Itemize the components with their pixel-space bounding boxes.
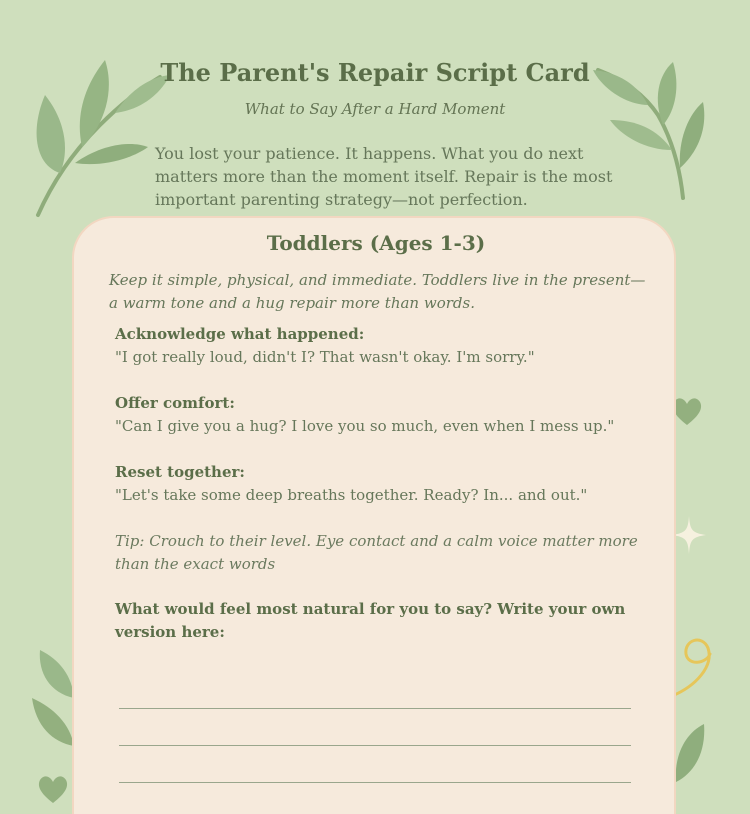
write-prompt: What would feel most natural for you to say? Write your own version here: <box>115 600 626 641</box>
step-acknowledge <box>115 323 635 369</box>
step-label: Reset together: <box>115 463 245 481</box>
leaf-icon <box>672 722 706 784</box>
leaf-cluster-left-icon <box>30 648 76 748</box>
step-label: Acknowledge what happened: <box>115 325 365 343</box>
card-description: Keep it simple, physical, and immediate. Toddlers live in the present—a warm tone and a hug repair more than words. <box>109 271 646 312</box>
step-script: "Let's take some deep breaths together. Ready? In... and out." <box>115 486 588 504</box>
page-subtitle: What to Say After a Hard Moment <box>244 100 506 118</box>
write-line[interactable] <box>119 708 631 709</box>
card-title: Toddlers (Ages 1-3) <box>266 231 486 255</box>
step-label: Offer comfort: <box>115 394 235 412</box>
script-card <box>72 216 676 814</box>
sparkle-icon <box>672 516 706 554</box>
step-reset <box>115 461 635 507</box>
page-title: The Parent's Repair Script Card <box>160 58 590 87</box>
step-script: "I got really loud, didn't I? That wasn't okay. I'm sorry." <box>115 348 535 366</box>
write-line[interactable] <box>119 745 631 746</box>
step-comfort <box>115 392 635 438</box>
tip-text: Tip: Crouch to their level. Eye contact and a calm voice matter more than the exact words <box>115 532 638 573</box>
intro-paragraph: You lost your patience. It happens. What you do next matters more than the moment itself. Repair is the most important parenting strategy—not perfection. <box>155 144 613 209</box>
write-line[interactable] <box>119 782 631 783</box>
step-script: "Can I give you a hug? I love you so much, even when I mess up." <box>115 417 615 435</box>
heart-icon <box>36 773 70 805</box>
